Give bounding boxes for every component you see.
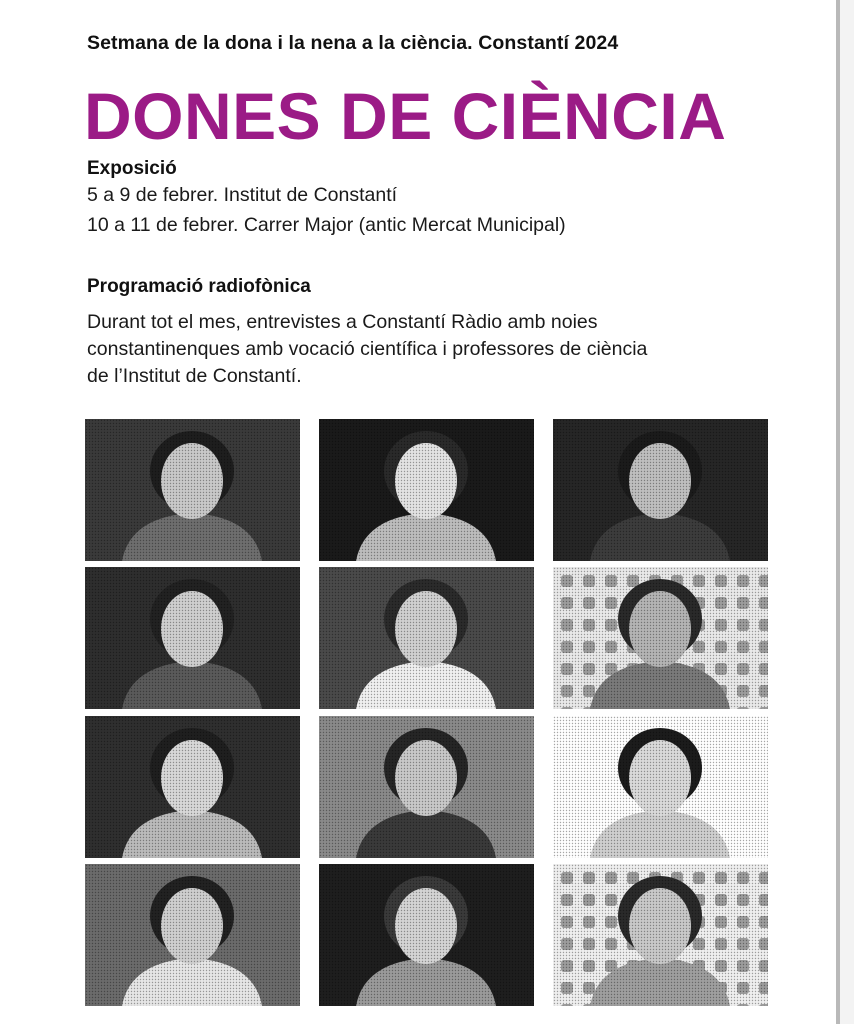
exposicio-line-2: 10 a 11 de febrer. Carrer Major (antic Mercat Municipal) <box>87 214 566 236</box>
event-kicker: Setmana de la dona i la nena a la ciència. Constantí 2024 <box>87 32 619 54</box>
exposicio-line-1: 5 a 9 de febrer. Institut de Constantí <box>87 184 398 206</box>
photo-woman-smiling-halftone <box>553 567 768 709</box>
photo-woman-oval-portrait <box>85 567 300 709</box>
photo-woman-with-lace-veil <box>319 419 534 561</box>
photo-woman-smiling-pattern-bg <box>553 864 768 1006</box>
radio-line-2: constantinenques amb vocació científica i professores de ciència <box>87 338 648 360</box>
radio-line-3: de l’Institut de Constantí. <box>87 365 302 387</box>
photo-woman-outdoors-trees <box>85 716 300 858</box>
photo-woman-standing-by-building <box>85 864 300 1006</box>
photo-woman-seated-at-table <box>319 567 534 709</box>
page-edge-margin <box>840 0 854 1024</box>
photo-woman-reading-book <box>553 419 768 561</box>
radio-heading: Programació radiofònica <box>87 276 311 297</box>
radio-line-1: Durant tot el mes, entrevistes a Constantí Ràdio amb noies <box>87 311 598 333</box>
poster-title: DONES DE CIÈNCIA <box>84 79 727 153</box>
exposicio-heading: Exposició <box>87 158 177 179</box>
photo-woman-at-desk-engraving <box>85 419 300 561</box>
photo-woman-with-glasses <box>319 716 534 858</box>
photo-woman-curly-hair-portrait <box>553 716 768 858</box>
photo-woman-short-hair-dark-bg <box>319 864 534 1006</box>
